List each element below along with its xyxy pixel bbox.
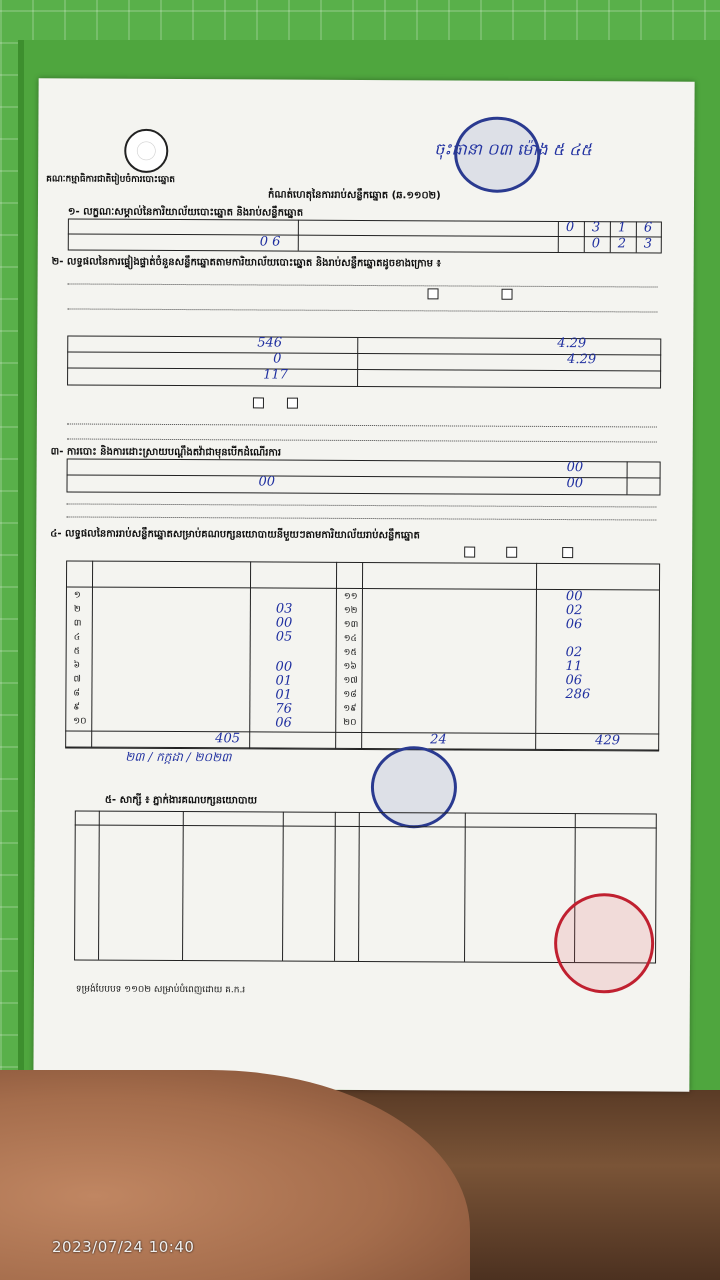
code-digit-2: 2 [617,236,627,252]
row-no: ១០ [73,716,87,727]
left-score: 03 [275,601,293,617]
footer-note: ទម្រង់បែបបទ ១១០២ សម្រាប់បំពេញដោយ គ.ក.រ [75,984,246,996]
row-no: ១១ [343,591,358,602]
row-no: ៣ [73,618,82,629]
code-digit: 3 [591,220,601,236]
total-votes-2: 4.29 [567,352,597,368]
section2-heading: ២- លទ្ធផលនៃការផ្ទៀងផ្ទាត់ចំនួនសន្លឹកឆ្នោតតាមការិយាល័យបោះឆ្នោត និងរាប់សន្លឹកឆ្នោតដូចខាងក្រោម ៖ [51,256,441,270]
right-column-total: 24 [430,732,447,748]
row-no: ២ [73,604,81,615]
right-score: 06 [565,617,583,633]
row-no: ១៩ [343,703,357,714]
left-score: 00 [275,659,293,675]
red-seal [554,893,655,994]
section4-heading: ៤- លទ្ធផលនៃការរាប់សន្លឹកឆ្នោតសម្រាប់គណបក្សនយោបាយនីមួយៗតាមការិយាល័យរាប់សន្លឹកឆ្នោត [50,528,420,542]
total-votes: 4.29 [557,336,587,352]
vote-count-form [33,78,694,1091]
row-no: ១៧ [343,675,358,686]
header-handwritten-note: ចុះធានា ០៣ ម៉ោង ៥ ៤៥ [434,139,592,160]
left-score: 76 [275,701,292,717]
complaints-c: 00 [566,476,584,492]
complaints-b: 00 [258,474,276,490]
office-number: 0 6 [259,234,281,250]
right-score: 06 [565,673,583,689]
checkbox-c[interactable] [464,547,475,558]
code-digit: 0 [565,220,575,236]
section5-heading: ៥- សាក្សី ៖ ភ្នាក់ងារគណបក្សនយោបាយ [104,794,258,807]
photo-timestamp: 2023/07/24 10:40 [52,1238,195,1256]
checkbox-yes[interactable] [427,288,438,299]
row-no: ៨ [73,688,80,699]
section3-heading: ៣- ការបោះ និងការដោះស្រាយបណ្តឹងតវ៉ាជាមុនបើកដំណើរការ [50,446,282,459]
row-no: ១ [73,590,81,601]
left-score: 00 [275,615,293,631]
right-score: 02 [565,645,583,661]
row-no: ៤ [73,632,81,643]
right-score: 286 [565,687,591,703]
committee-label: គណៈកម្មាធិការជាតិរៀបចំការបោះឆ្នោត [46,174,176,186]
right-score: 00 [565,589,583,605]
checkbox-b[interactable] [287,398,298,409]
national-emblem-icon [124,129,168,173]
code-digit: 6 [643,220,653,236]
row-no: ១២ [343,605,358,616]
form-title: កំណត់ហេតុនៃការរាប់សន្លឹកឆ្នោត (ឆ.១១០២) [268,189,441,202]
checkbox-no[interactable] [501,289,512,300]
code-digit-2: 3 [643,236,653,252]
left-score: 01 [275,687,293,703]
row-no: ២០ [343,717,357,728]
row-no: ១៤ [343,633,357,644]
grand-total: 429 [595,733,621,749]
left-score: 01 [275,673,293,689]
row-no: ៧ [73,674,81,685]
spoiled-count: 0 [273,351,282,367]
row-no: ១៣ [343,619,359,630]
registered-count: 546 [257,335,283,351]
right-score: 11 [565,659,583,675]
complaints-a: 00 [566,460,584,476]
code-digit: 1 [617,220,627,236]
section1-heading: ១- លក្ខណៈសម្គាល់នៃការិយាល័យបោះឆ្នោត និងរាប់សន្លឹកឆ្នោត [67,206,304,219]
row-no: ៥ [73,646,81,657]
row-no: ៩ [73,702,80,713]
row-no: ១៥ [343,647,357,658]
row-no: ១៦ [343,661,357,672]
row-no: ១៨ [343,689,357,700]
row-no: ៦ [73,660,80,671]
checkbox-a[interactable] [253,397,264,408]
left-score: 06 [275,715,292,731]
right-score: 02 [565,603,583,619]
header-stamp [454,116,540,192]
left-column-total: 405 [215,731,241,747]
code-digit-2: 0 [591,236,601,252]
checkbox-e[interactable] [562,547,573,558]
unused-count: 117 [263,367,288,383]
checkbox-d[interactable] [506,547,517,558]
signing-date: ២៣ / កក្កដា / ២០២៣ [125,749,232,765]
left-score: 05 [275,629,293,645]
